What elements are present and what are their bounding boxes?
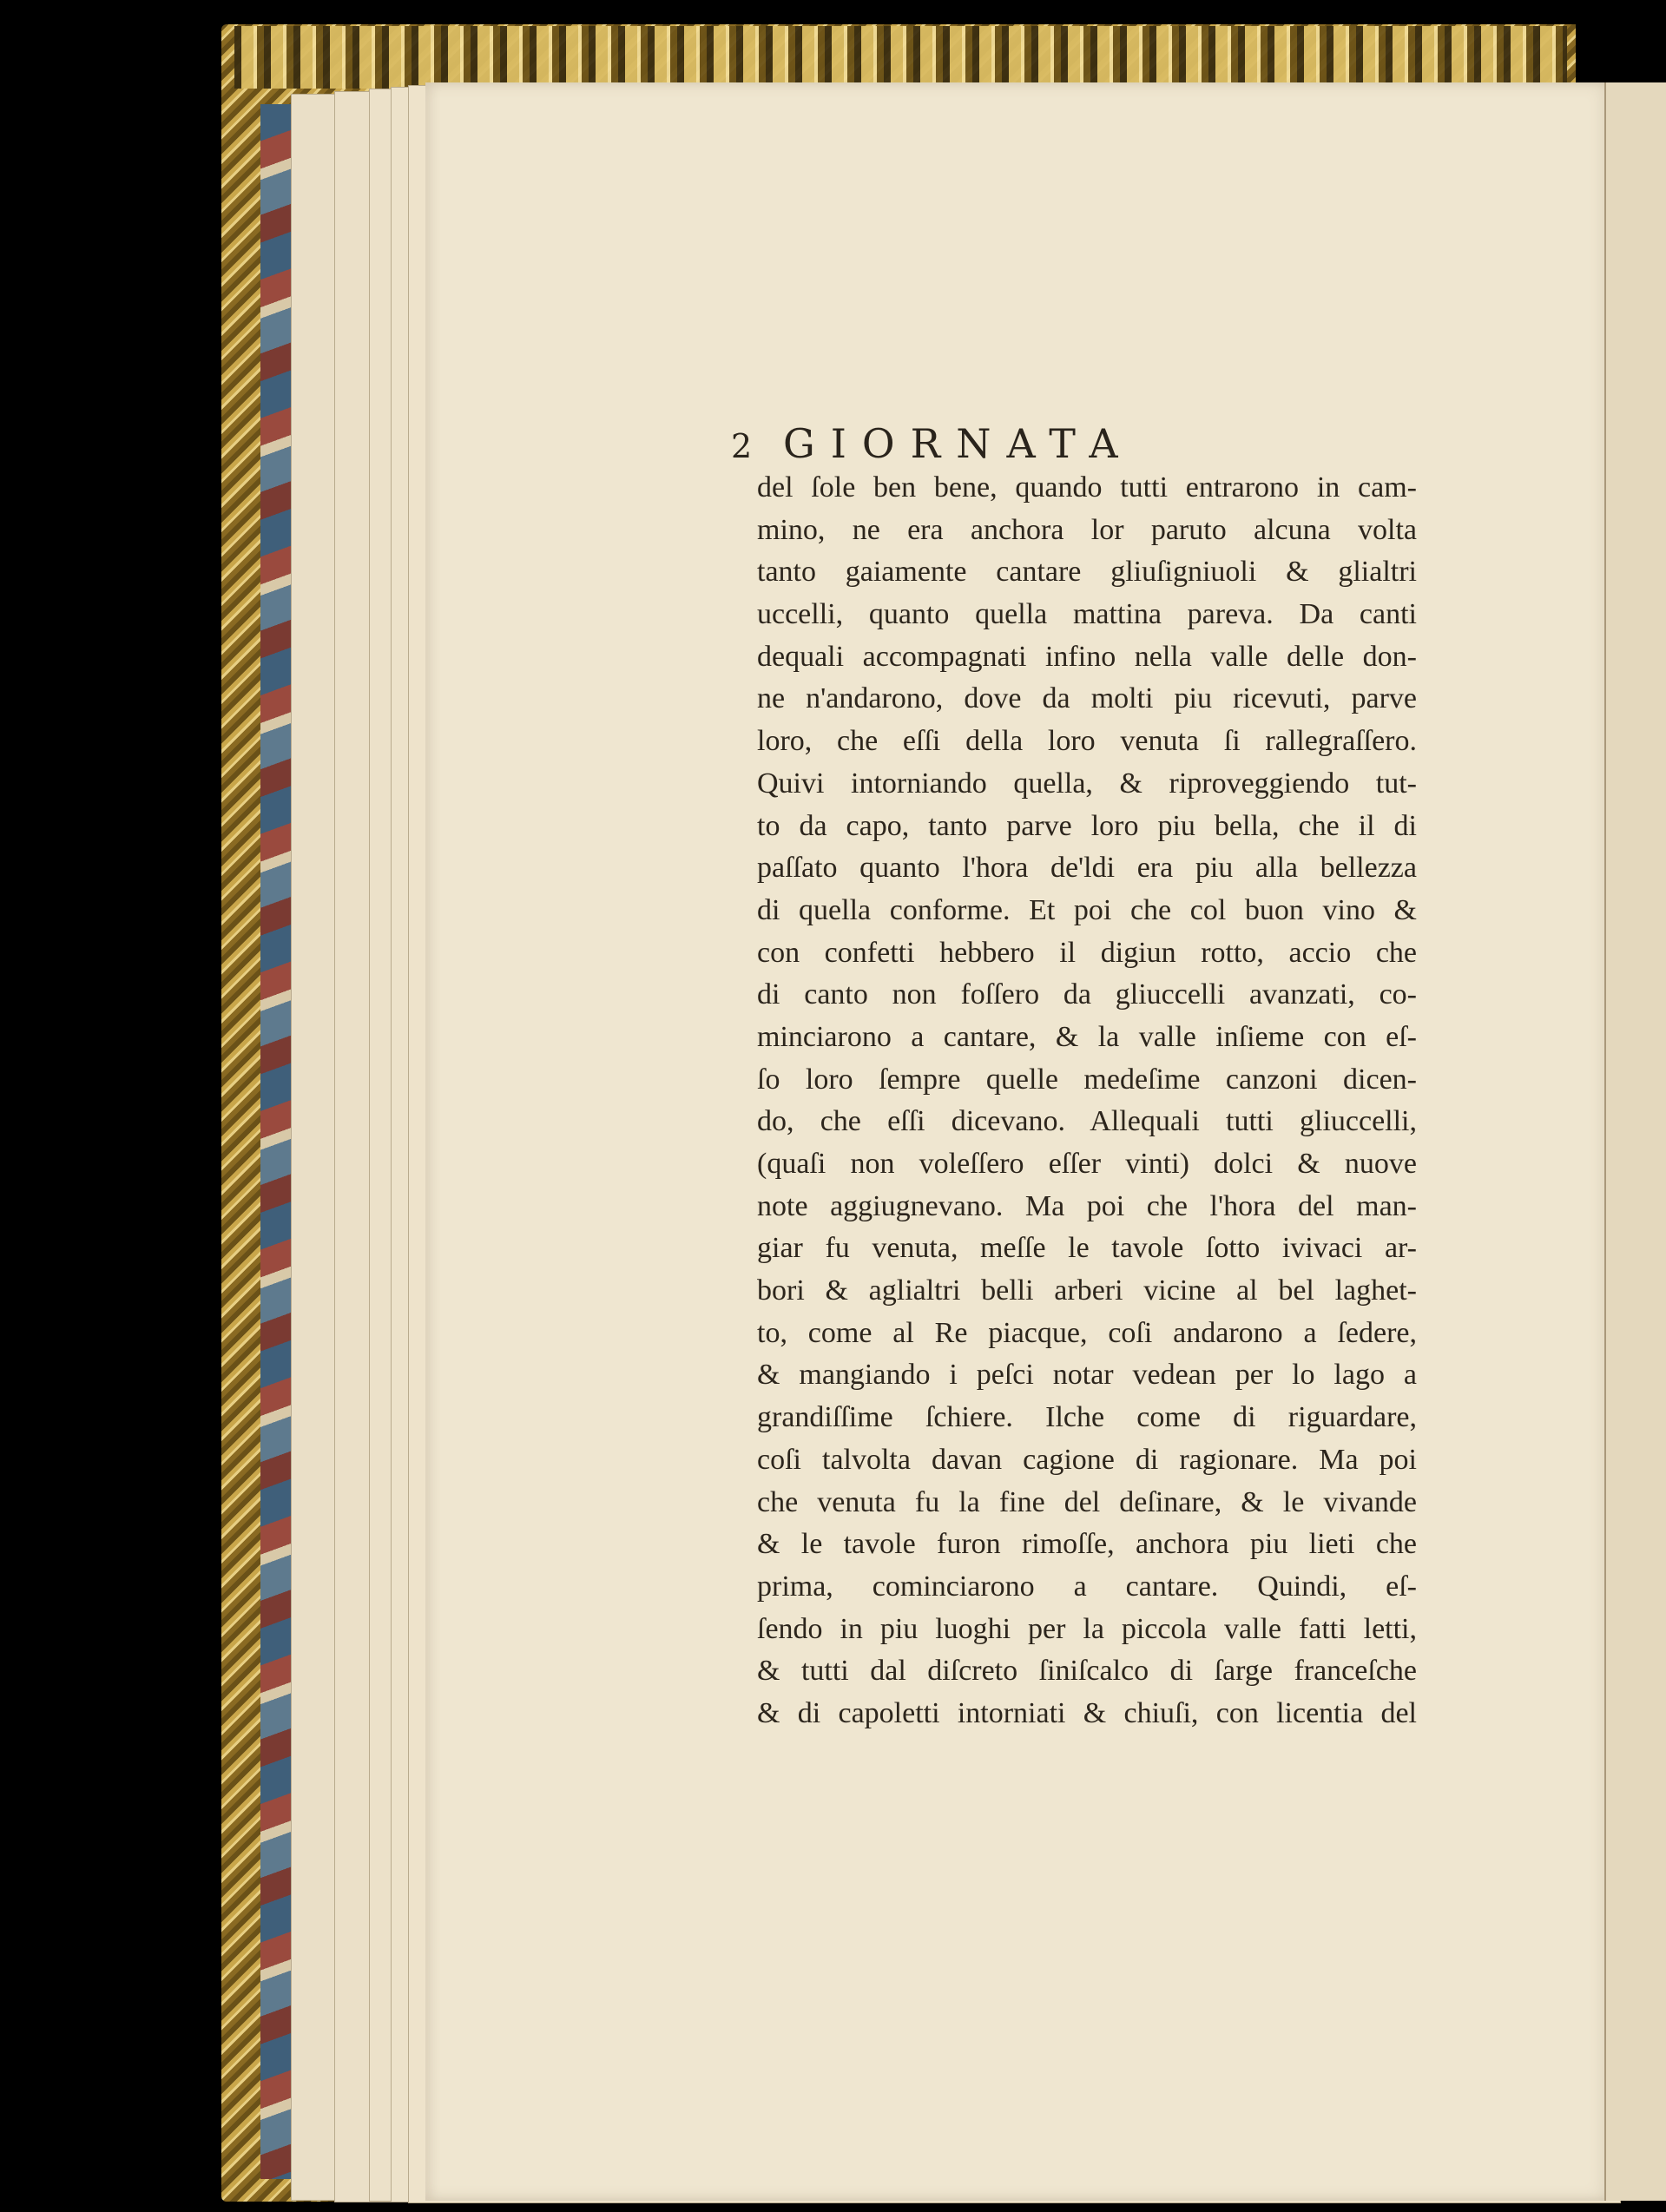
text-line: dequali accompagnati infino nella valle delle don- xyxy=(757,640,1417,673)
text-line: con confetti hebbero il digiun rotto, accio che xyxy=(757,936,1417,969)
text-line: loro, che eſſi della loro venuta ſi rallegraſſero. xyxy=(757,725,1417,758)
text-line: ne n'andarono, dove da molti piu ricevuti, parve xyxy=(757,682,1417,715)
text-line: ſendo in piu luoghi per la piccola valle fatti letti, xyxy=(757,1612,1417,1645)
text-line: Quivi intorniando quella, & riproveggiendo tut- xyxy=(757,767,1417,800)
text-line: & di capoletti intorniati & chiuſi, con licentia del xyxy=(757,1696,1417,1729)
text-line: & le tavole furon rimoſſe, anchora piu lieti che xyxy=(757,1528,1417,1561)
facing-page-edge xyxy=(1604,82,1666,2201)
page-number: 2 xyxy=(731,427,753,465)
text-line: coſi talvolta davan cagione di ragionare. Ma poi xyxy=(757,1443,1417,1476)
text-line: note aggiugnevano. Ma poi che l'hora del man- xyxy=(757,1189,1417,1222)
gilt-border xyxy=(234,26,1567,89)
text-line: to, come al Re piacque, coſi andarono a ſedere, xyxy=(757,1316,1417,1349)
text-line: uccelli, quanto quella mattina pareva. Da canti xyxy=(757,598,1417,631)
text-line: di quella conforme. Et poi che col buon vino & xyxy=(757,893,1417,926)
body-text xyxy=(757,467,1417,1735)
text-line: to da capo, tanto parve loro piu bella, che il di xyxy=(757,809,1417,842)
text-line: do, che eſſi dicevano. Allequali tutti gliuccelli, xyxy=(757,1105,1417,1138)
text-line: mino, ne era anchora lor paruto alcuna volta xyxy=(757,513,1417,546)
text-line: grandiſſime ſchiere. Ilche come di riguardare, xyxy=(757,1401,1417,1434)
text-line: ſo loro ſempre quelle medeſime canzoni dicen- xyxy=(757,1063,1417,1096)
text-line: bori & aglialtri belli arberi vicine al bel laghet- xyxy=(757,1274,1417,1307)
text-line: del ſole ben bene, quando tutti entrarono in cam- xyxy=(757,471,1417,504)
text-line: di canto non foſſero da gliuccelli avanzati, co- xyxy=(757,978,1417,1011)
text-line: paſſato quanto l'hora de'ldi era piu alla bellezza xyxy=(757,852,1417,885)
text-line: giar fu venuta, meſſe le tavole ſotto ivivaci ar- xyxy=(757,1232,1417,1265)
page-header xyxy=(731,420,1243,472)
running-title: GIORNATA xyxy=(783,420,1134,467)
text-line: tanto gaiamente cantare gliuſigniuoli & glialtri xyxy=(757,556,1417,589)
text-line: minciarono a cantare, & la valle inſieme con eſ- xyxy=(757,1020,1417,1053)
text-line: & mangiando i peſci notar vedean per lo lago a xyxy=(757,1359,1417,1392)
text-line: & tutti dal diſcreto ſiniſcalco di ſarge franceſche xyxy=(757,1655,1417,1688)
text-line: che venuta fu la fine del deſinare, & le vivande xyxy=(757,1485,1417,1518)
text-line: prima, cominciarono a cantare. Quindi, eſ- xyxy=(757,1570,1417,1603)
text-line: (quaſi non voleſſero eſſer vinti) dolci & nuove xyxy=(757,1148,1417,1180)
